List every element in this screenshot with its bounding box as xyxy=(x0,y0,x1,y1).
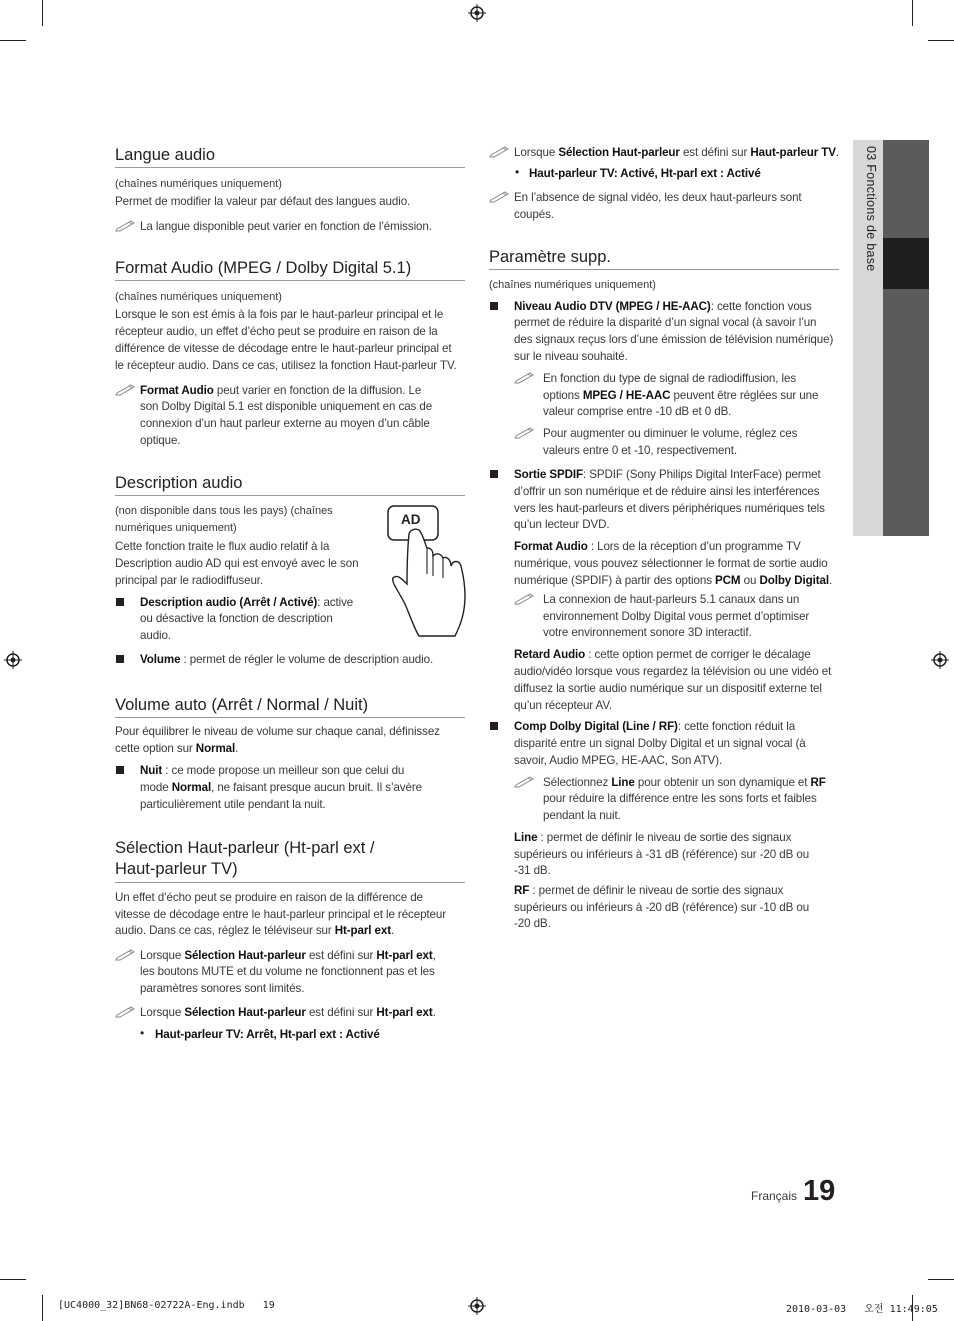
text-run: : cette option permet de corriger le décalage xyxy=(585,648,811,661)
bold-term: Ht-parl ext xyxy=(376,949,433,962)
note-text: paramètres sonores sont limités. xyxy=(140,982,305,995)
note-text xyxy=(543,388,818,405)
crop-mark xyxy=(42,0,43,26)
note-pencil-icon xyxy=(514,425,536,439)
note-pencil-icon xyxy=(115,947,137,961)
text-line: supérieurs ou inférieurs à -20 dB (référence) sur -10 dB ou xyxy=(514,901,810,914)
bullet-text xyxy=(140,780,422,797)
text-run: Lorsque xyxy=(140,949,185,962)
note-text: pour réduire la différence entre les sons forts et faibles xyxy=(543,792,817,805)
note-text: coupés. xyxy=(514,208,554,221)
note-pencil-icon xyxy=(514,774,536,788)
side-tab-label: 03 Fonctions de base xyxy=(864,146,878,272)
crop-mark xyxy=(928,40,954,41)
text-line: audio/vidéo lorsque vous regardez la télévision ou une vidéo et xyxy=(514,665,832,678)
note-text xyxy=(140,948,436,965)
text-run: pour obtenir un son dynamique et xyxy=(634,776,811,789)
footer-language: Français xyxy=(751,1189,798,1203)
note-text: les boutons MUTE et du volume ne fonctionnent pas et les xyxy=(140,965,435,978)
text-line: différence de vitesse de décodage entre le haut-parleur principal et xyxy=(115,342,452,355)
text-line: Lorsque le son est émis à la fois par le haut-parleur principal et le xyxy=(115,308,444,321)
section-title-langue-audio: Langue audio xyxy=(115,145,465,168)
side-tab-active-marker xyxy=(883,238,929,289)
text-line: le récepteur audio. Dans ce cas, utilisez la fonction Haut-parleur TV. xyxy=(115,359,457,372)
note-text-run: peut varier en fonction de la diffusion. Le xyxy=(213,384,422,397)
note-text xyxy=(543,775,826,792)
section-title-format-audio: Format Audio (MPEG / Dolby Digital 5.1) xyxy=(115,258,465,281)
bullet-text xyxy=(514,299,812,316)
section-title-description-audio: Description audio xyxy=(115,473,465,496)
bullet-text-run: : permet de régler le volume de description audio. xyxy=(180,653,434,666)
text-run: Lorsque xyxy=(140,1006,185,1019)
bold-term: Sélection Haut-parleur xyxy=(558,146,680,159)
text-line xyxy=(514,573,832,590)
bullet-square xyxy=(490,302,498,310)
bullet-square xyxy=(490,722,498,730)
registration-mark-icon xyxy=(468,4,486,22)
bullet-text xyxy=(140,595,353,612)
bullet-text-run: : ce mode propose un meilleur son que celui du xyxy=(162,764,405,777)
bullet-text: sur le niveau souhaité. xyxy=(514,350,628,363)
bullet-square xyxy=(116,598,124,606)
bullet-dot: • xyxy=(140,1026,145,1040)
section-title-parametre-supp: Paramètre supp. xyxy=(489,247,839,270)
text-run: : permet de définir le niveau de sortie des signaux xyxy=(537,831,792,844)
text-run: . xyxy=(235,742,239,755)
bullet-text-run: : active xyxy=(317,596,354,609)
bold-term: Normal xyxy=(171,781,212,794)
bold-term: Format Audio xyxy=(140,384,214,397)
sub-bullet-text: Haut-parleur TV: Activé, Ht-parl ext : Activé xyxy=(529,167,761,180)
bullet-square xyxy=(490,470,498,478)
bullet-square xyxy=(116,655,124,663)
text-run: Sélectionnez xyxy=(543,776,612,789)
bullet-text: disparité entre un signal Dolby Digital et un signal vocal (à xyxy=(514,737,806,750)
text-line: (chaînes numériques uniquement) xyxy=(115,178,282,190)
bold-term: RF xyxy=(810,776,826,789)
bold-term: Line xyxy=(611,776,635,789)
text-run: numérique (SPDIF) à partir des options xyxy=(514,574,716,587)
text-run: options xyxy=(543,389,583,402)
bold-term: Ht-parl ext xyxy=(376,1006,433,1019)
note-pencil-icon xyxy=(115,218,137,232)
text-line: -31 dB. xyxy=(514,864,551,877)
print-timestamp: 2010-03-03 오전 11:49:05 xyxy=(786,1304,938,1315)
page-number: 19 xyxy=(803,1175,836,1207)
text-line: Un effet d’écho peut se produire en raison de la différence de xyxy=(115,891,423,904)
bold-term: Line xyxy=(514,831,538,844)
note-pencil-icon xyxy=(115,1004,137,1018)
bold-term: Dolby Digital xyxy=(759,574,829,587)
bullet-text: vers les haut-parleurs et divers périphériques numériques tels xyxy=(514,502,825,515)
bold-term: MPEG / HE-AAC xyxy=(582,389,671,402)
sub-bullet-text: Haut-parleur TV: Arrêt, Ht-parl ext : Activé xyxy=(155,1028,380,1041)
bold-term: Sélection Haut-parleur xyxy=(184,1006,306,1019)
note-text: votre environnement sonore 3D interactif. xyxy=(543,626,752,639)
text-line: Description audio AD qui est envoyé avec le son xyxy=(115,557,359,570)
note-text: La langue disponible peut varier en fonction de l’émission. xyxy=(140,220,432,233)
note-pencil-icon xyxy=(514,370,536,384)
text-line xyxy=(514,539,801,556)
text-run: . xyxy=(432,1006,436,1019)
text-line xyxy=(514,647,811,664)
note-pencil-icon xyxy=(115,382,137,396)
bullet-dot: • xyxy=(515,165,520,179)
bold-term: RF xyxy=(514,884,530,897)
text-run: est défini sur xyxy=(305,1006,377,1019)
title-line: Haut-parleur TV) xyxy=(115,860,238,878)
bold-term: Ht-parl ext xyxy=(334,924,392,937)
bullet-text: des signaux reçus lors d’une émission de télévision numérique) xyxy=(514,333,834,346)
text-line xyxy=(514,830,791,847)
registration-mark-icon xyxy=(468,1297,486,1315)
text-run: mode xyxy=(140,781,172,794)
bullet-text: permet de réduire la disparité d’un signal vocal (à savoir l’un xyxy=(514,316,817,329)
bold-term: Comp Dolby Digital (Line / RF) xyxy=(514,720,678,733)
crop-mark xyxy=(912,0,913,26)
bullet-text: savoir, Audio MPEG, HE-AAC, Son ATV). xyxy=(514,754,723,767)
text-line: Permet de modifier la valeur par défaut des langues audio. xyxy=(115,195,411,208)
section-title-volume-auto: Volume auto (Arrêt / Normal / Nuit) xyxy=(115,695,465,718)
text-line: récepteur audio, un effet d’écho peut se produire en raison de la xyxy=(115,325,438,338)
section-title-selection-haut-parleur xyxy=(115,838,465,883)
crop-mark xyxy=(0,1279,26,1280)
text-line xyxy=(514,883,783,900)
bold-term: Format Audio xyxy=(514,540,588,553)
bold-term: Retard Audio xyxy=(514,648,586,661)
bold-term: Volume xyxy=(140,653,181,666)
note-pencil-icon xyxy=(489,144,511,158)
note-text: La connexion de haut-parleurs 5.1 canaux dans un xyxy=(543,593,800,606)
text-run: ou xyxy=(740,574,760,587)
text-line xyxy=(115,923,394,940)
text-run: audio. Dans ce cas, réglez le téléviseur sur xyxy=(115,924,335,937)
bold-term: Sélection Haut-parleur xyxy=(184,949,306,962)
text-run: cette option sur xyxy=(115,742,196,755)
bullet-text: d’offrir un son numérique et de réduire ainsi les interférences xyxy=(514,485,820,498)
note-text: En fonction du type de signal de radiodiffusion, les xyxy=(543,372,797,385)
bold-term: PCM xyxy=(715,574,741,587)
crop-mark xyxy=(42,1295,43,1321)
text-line: vitesse de décodage entre le haut-parleur principal et le récepteur xyxy=(115,908,447,921)
text-line: Pour équilibrer le niveau de volume sur chaque canal, définissez xyxy=(115,725,440,738)
remote-ad-button-illustration xyxy=(385,504,467,640)
note-pencil-icon xyxy=(489,189,511,203)
registration-mark-icon xyxy=(931,651,949,669)
bullet-text xyxy=(514,719,795,736)
text-run: est défini sur xyxy=(679,146,751,159)
text-run: . xyxy=(829,574,833,587)
bold-term: Nuit xyxy=(140,764,163,777)
note-text xyxy=(514,145,839,162)
text-line: -20 dB. xyxy=(514,917,551,930)
note-text: connexion d’un haut parleur externe au moyen d’un câble xyxy=(140,417,430,430)
bullet-text-run: : cette fonction réduit la xyxy=(677,720,796,733)
bullet-text: audio. xyxy=(140,629,171,642)
title-line: Sélection Haut-parleur (Ht-parl ext / xyxy=(115,839,375,857)
bold-term: Normal xyxy=(195,742,236,755)
text-line: supérieurs ou inférieurs à -31 dB (référence) sur -20 dB ou xyxy=(514,848,810,861)
text-line: qu’un récepteur AV. xyxy=(514,699,613,712)
bullet-text xyxy=(140,652,433,669)
text-line: (non disponible dans tous les pays) (chaînes xyxy=(115,505,333,517)
bullet-text xyxy=(140,763,404,780)
bold-term: Niveau Audio DTV (MPEG / HE-AAC) xyxy=(514,300,711,313)
text-line: (chaînes numériques uniquement) xyxy=(489,279,656,291)
bullet-text: particulièrement utile pendant la nuit. xyxy=(140,798,326,811)
text-run: : permet de définir le niveau de sortie des signaux xyxy=(529,884,784,897)
bullet-square xyxy=(116,766,124,774)
side-tab-dark-strip xyxy=(883,140,929,536)
bold-term: Sortie SPDIF xyxy=(514,468,584,481)
crop-mark xyxy=(928,1279,954,1280)
bold-term: Haut-parleur TV xyxy=(750,146,836,159)
text-run: est défini sur xyxy=(305,949,377,962)
note-text xyxy=(140,1005,436,1022)
note-text: Pour augmenter ou diminuer le volume, réglez ces xyxy=(543,427,798,440)
note-text: son Dolby Digital 5.1 est disponible uniquement en cas de xyxy=(140,400,433,413)
text-line xyxy=(115,741,238,758)
note-text: valeurs entre 0 et -10, respectivement. xyxy=(543,444,737,457)
print-file-info: [UC4000_32]BN68-02722A-Eng.indb 19 xyxy=(58,1300,275,1311)
ad-button-label: AD xyxy=(401,512,421,527)
text-line: principal par le radiodiffuseur. xyxy=(115,574,264,587)
note-text: optique. xyxy=(140,434,181,447)
text-line: numériques uniquement) xyxy=(115,522,237,534)
bold-term: Description audio (Arrêt / Activé) xyxy=(140,596,318,609)
text-line: numérique, vous pouvez sélectionner le format de sortie audio xyxy=(514,557,828,570)
bullet-text-run: : SPDIF (Sony Philips Digital InterFace) permet xyxy=(583,468,821,481)
bullet-text xyxy=(514,467,821,484)
text-line: (chaînes numériques uniquement) xyxy=(115,291,282,303)
text-line: Cette fonction traite le flux audio relatif à la xyxy=(115,540,330,553)
note-text: En l’absence de signal vidéo, les deux haut-parleurs sont xyxy=(514,191,802,204)
crop-mark xyxy=(0,40,26,41)
text-run: . xyxy=(391,924,395,937)
bullet-text: qu’un lecteur DVD. xyxy=(514,518,610,531)
text-run: , xyxy=(432,949,436,962)
bullet-text: ou désactive la fonction de description xyxy=(140,612,333,625)
note-text: environnement Dolby Digital vous permet d’optimiser xyxy=(543,610,810,623)
note-text: valeur comprise entre -10 dB et 0 dB. xyxy=(543,405,732,418)
text-line: diffusez la sortie audio numérique sur un dispositif externe tel xyxy=(514,682,822,695)
text-run: Lorsque xyxy=(514,146,559,159)
note-text xyxy=(140,383,421,400)
text-run: peuvent être réglées sur une xyxy=(670,389,819,402)
note-pencil-icon xyxy=(514,591,536,605)
text-run: . xyxy=(835,146,839,159)
text-run: , ne faisant presque aucun bruit. Il s’avère xyxy=(211,781,422,794)
text-run: : Lors de la réception d’un programme TV xyxy=(587,540,801,553)
registration-mark-icon xyxy=(4,651,22,669)
bullet-text-run: : cette fonction vous xyxy=(710,300,812,313)
note-text: pendant la nuit. xyxy=(543,809,621,822)
